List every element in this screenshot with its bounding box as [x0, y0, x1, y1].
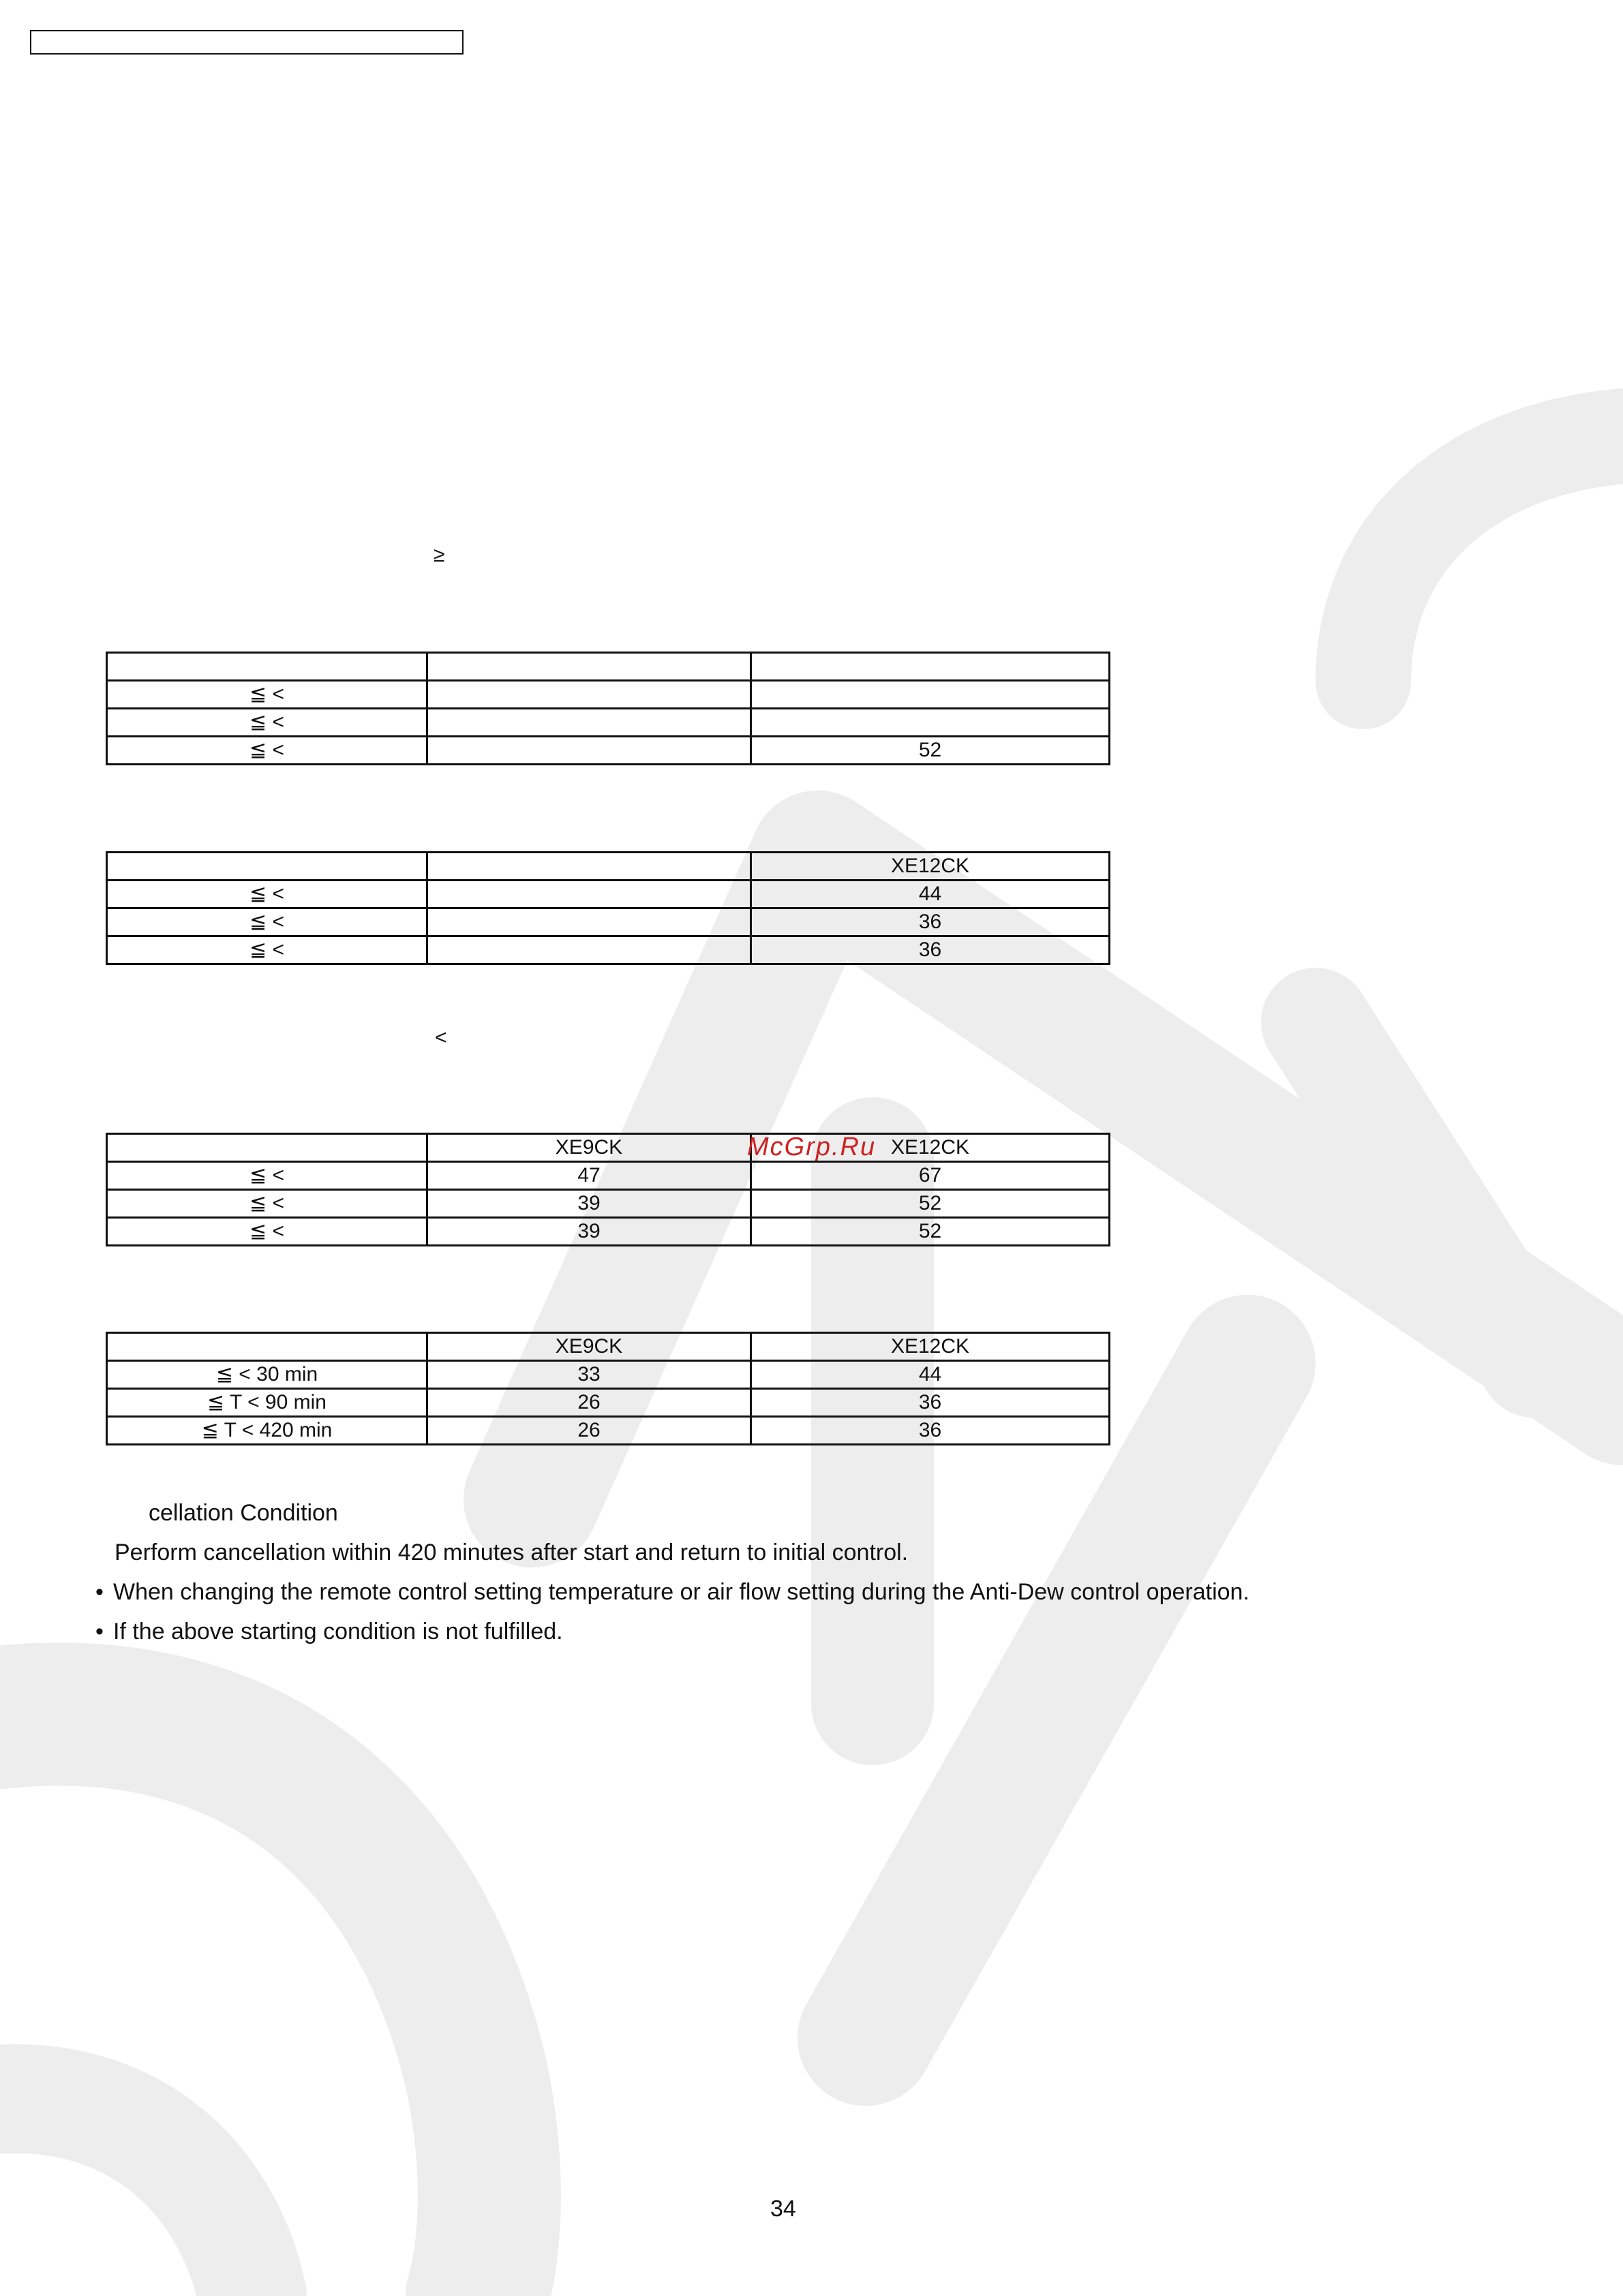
table-cell: ≦ <	[107, 1162, 427, 1190]
table-cell	[751, 653, 1110, 681]
bullet-item	[95, 1618, 563, 1645]
table-row	[107, 853, 1110, 881]
table-cell: ≦ <	[107, 908, 427, 936]
table-cell	[107, 1333, 427, 1361]
table-cell: 67	[751, 1162, 1110, 1190]
table-cell: 26	[427, 1389, 751, 1417]
table-cell: ≦ <	[107, 681, 427, 709]
table-row	[107, 1417, 1110, 1445]
bullet-icon: •	[95, 1579, 104, 1605]
table-row	[107, 1134, 1110, 1162]
table-row	[107, 881, 1110, 908]
table-cell: XE12CK	[751, 1333, 1110, 1361]
table-cell: 39	[427, 1190, 751, 1218]
table-row	[107, 1190, 1110, 1218]
table-row	[107, 908, 1110, 936]
bullet-text: If the above starting condition is not fulfilled.	[113, 1619, 563, 1644]
table-row	[107, 737, 1110, 765]
table-cell: 52	[751, 1218, 1110, 1246]
table-3	[106, 1133, 1110, 1246]
table-cell: 52	[751, 1190, 1110, 1218]
table-cell: 47	[427, 1162, 751, 1190]
table-cell: 36	[751, 1417, 1110, 1445]
table-2	[106, 851, 1110, 965]
table-cell: XE9CK	[427, 1333, 751, 1361]
page-number: 34	[770, 2196, 796, 2222]
table-cell: 52	[751, 737, 1110, 765]
table-row	[107, 1389, 1110, 1417]
table-1	[106, 652, 1110, 765]
table-cell: 44	[751, 1361, 1110, 1389]
table-row	[107, 653, 1110, 681]
table-cell: ≦ <	[107, 1218, 427, 1246]
table-cell: ≦ <	[107, 881, 427, 908]
table-cell	[427, 853, 751, 881]
table-cell: 36	[751, 1389, 1110, 1417]
table-cell: 26	[427, 1417, 751, 1445]
table-cell: ≦ < 30 min	[107, 1361, 427, 1389]
table-row	[107, 1218, 1110, 1246]
table-cell: XE9CK	[427, 1134, 751, 1162]
table-cell	[427, 908, 751, 936]
table-cell	[427, 653, 751, 681]
less-than-symbol: <	[435, 1026, 447, 1049]
table-row	[107, 681, 1110, 709]
cancellation-heading: cellation Condition	[149, 1500, 338, 1526]
table-cell	[751, 709, 1110, 737]
table-cell	[427, 936, 751, 964]
table-cell	[107, 653, 427, 681]
table-cell: ≦ <	[107, 936, 427, 964]
table-cell: 39	[427, 1218, 751, 1246]
table-cell: 36	[751, 936, 1110, 964]
cancellation-line: Perform cancellation within 420 minutes after start and return to initial control.	[115, 1540, 909, 1565]
table-cell: ≦ T < 420 min	[107, 1417, 427, 1445]
table-cell: ≦ T < 90 min	[107, 1389, 427, 1417]
bullet-icon: •	[95, 1619, 104, 1644]
table-cell: XE12CK	[751, 1134, 1110, 1162]
table-cell: ≦ <	[107, 737, 427, 765]
table-cell: 33	[427, 1361, 751, 1389]
header-title-box	[30, 30, 464, 55]
table-cell	[427, 681, 751, 709]
greater-equal-symbol: ≥	[434, 544, 445, 566]
table-cell: XE12CK	[751, 853, 1110, 881]
table-4	[106, 1332, 1110, 1445]
bullet-item	[95, 1578, 1249, 1606]
table-cell	[427, 881, 751, 908]
table-cell	[751, 681, 1110, 709]
bullet-text: When changing the remote control setting temperature or air flow setting during the Anti-Dew control operation.	[113, 1579, 1249, 1605]
table-row	[107, 1361, 1110, 1389]
table-row	[107, 1333, 1110, 1361]
table-cell: ≦ <	[107, 709, 427, 737]
watermark-text: McGrp.Ru	[747, 1133, 877, 1161]
table-cell: 44	[751, 881, 1110, 908]
table-cell	[107, 853, 427, 881]
table-cell	[427, 709, 751, 737]
table-row	[107, 709, 1110, 737]
table-cell: ≦ <	[107, 1190, 427, 1218]
table-cell: 36	[751, 908, 1110, 936]
table-row	[107, 936, 1110, 964]
table-cell	[107, 1134, 427, 1162]
table-cell	[427, 737, 751, 765]
table-row	[107, 1162, 1110, 1190]
